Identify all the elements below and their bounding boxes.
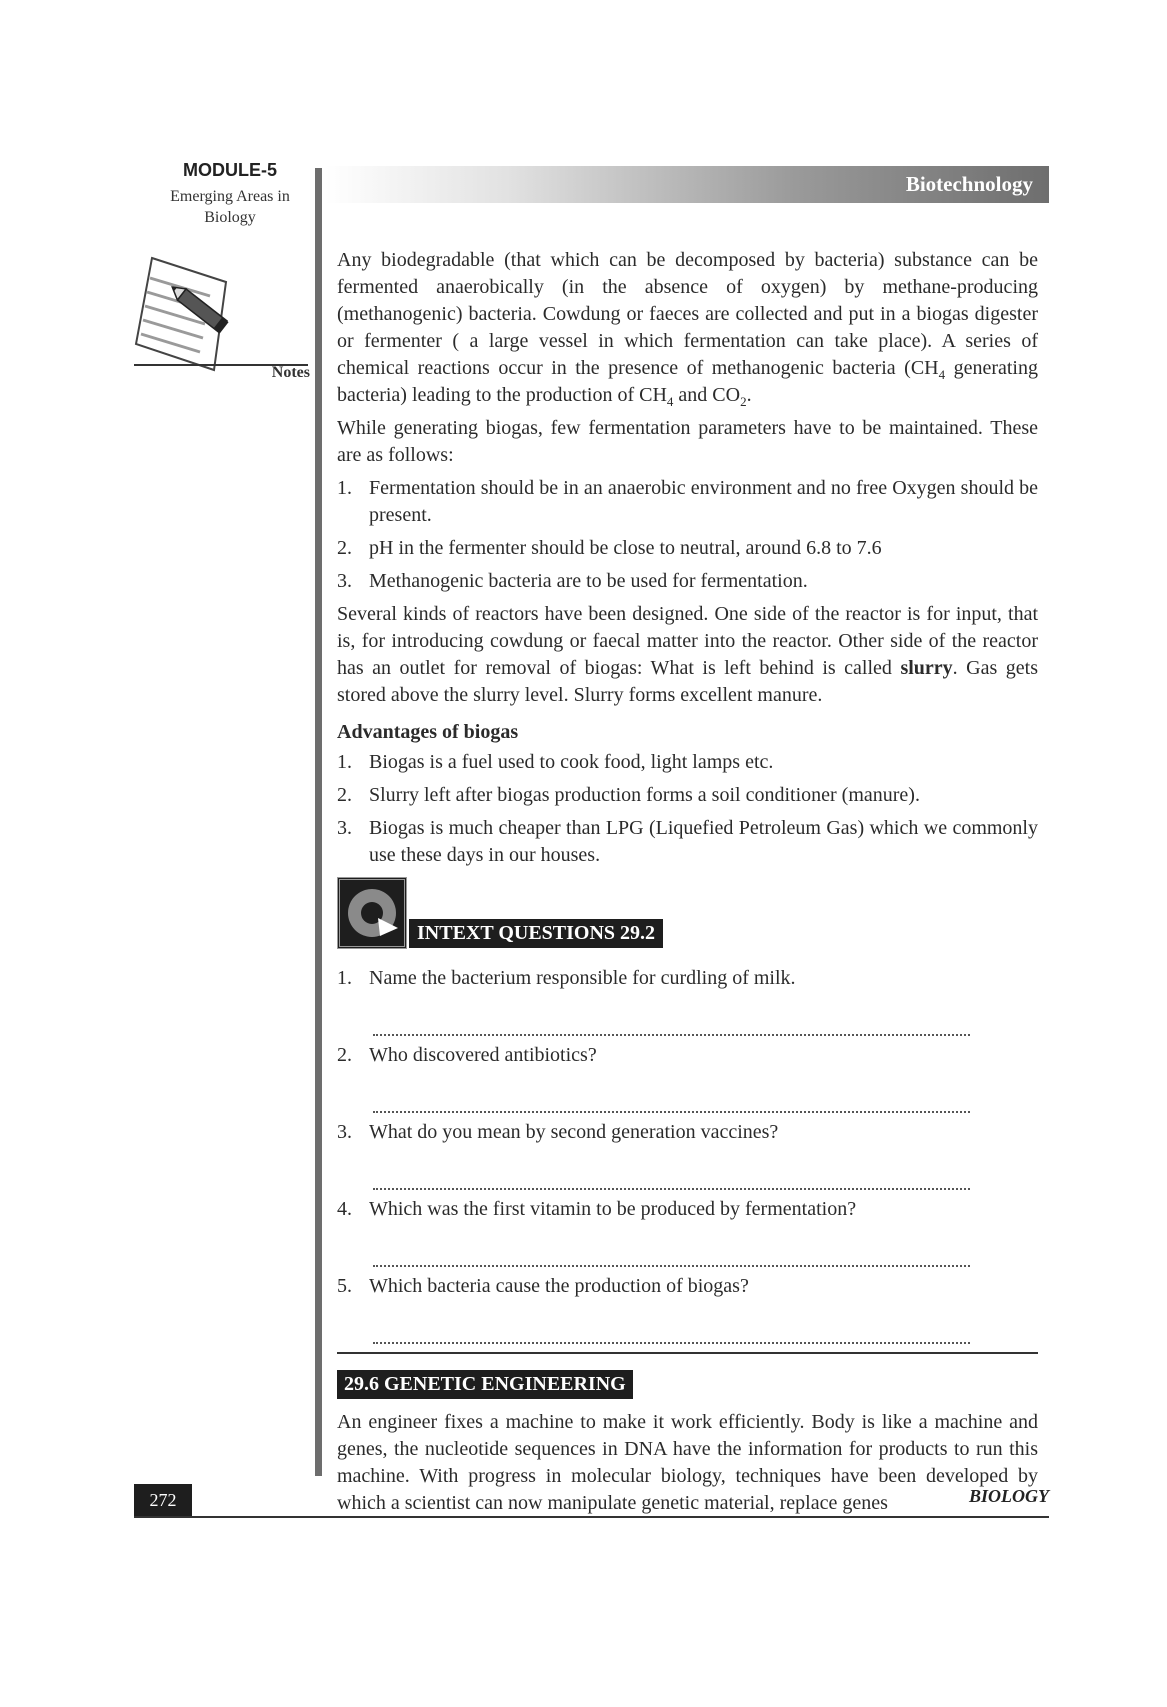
page-number: 272	[134, 1484, 192, 1516]
intext-questions-title: INTEXT QUESTIONS 29.2	[409, 919, 663, 948]
notes-pencil-icon	[130, 252, 240, 377]
list-item: 3. Biogas is much cheaper than LPG (Liquefied Petroleum Gas) which we commonly use these days in our houses.	[337, 817, 1038, 866]
footer-rule	[134, 1516, 1049, 1518]
paragraph-genetic-engineering: An engineer fixes a machine to make it work efficiently. Body is like a machine and genes, the nucleotide sequences in DNA have the information for products to run this machine. With progress in molecular biology, techniques have been developed by which a scientist can now manipulate genetic material, replace genes	[337, 1411, 1038, 1514]
answer-line[interactable]	[373, 1231, 970, 1267]
list-item: 2. Slurry left after biogas production forms a soil conditioner (manure).	[337, 784, 920, 806]
questions-divider	[337, 1352, 1038, 1354]
parameters-list	[337, 475, 1038, 595]
question-item: 4. Which was the first vitamin to be produced by fermentation?	[337, 1198, 857, 1220]
module-title: MODULE-5	[183, 160, 277, 180]
answer-line[interactable]	[373, 1308, 970, 1344]
list-item: 1. Fermentation should be in an anaerobic environment and no free Oxygen should be present.	[337, 477, 1038, 526]
chapter-header	[325, 166, 1049, 203]
question-item: 5. Which bacteria cause the production of biogas?	[337, 1275, 749, 1297]
question-item: 2. Who discovered antibiotics?	[337, 1044, 597, 1066]
section-title: 29.6 GENETIC ENGINEERING	[337, 1370, 633, 1399]
intext-questions-header	[337, 877, 1038, 957]
advantages-heading: Advantages of biogas	[337, 721, 519, 743]
list-item: 3. Methanogenic bacteria are to be used for fermentation.	[337, 570, 808, 592]
notes-label: Notes	[271, 364, 310, 381]
main-content	[337, 247, 1038, 1523]
answer-line[interactable]	[373, 1000, 970, 1036]
advantages-list	[337, 749, 1038, 869]
list-item: 1. Biogas is a fuel used to cook food, light lamps etc.	[337, 751, 774, 773]
question-item: 1. Name the bacterium responsible for curdling of milk.	[337, 967, 796, 989]
chapter-title: Biotechnology	[905, 172, 1033, 196]
paragraph-parameters: While generating biogas, few fermentation parameters have to be maintained. These are as follows:	[337, 417, 1038, 466]
question-icon	[337, 877, 407, 949]
answer-line[interactable]	[373, 1077, 970, 1113]
questions-list	[337, 965, 1038, 1344]
list-item: 2. pH in the fermenter should be close to neutral, around 6.8 to 7.6	[337, 537, 882, 559]
paragraph-biogas-intro: Any biodegradable (that which can be decomposed by bacteria) substance can be fermented anaerobically (in the absence of oxygen) by methane-producing (methanogenic) bacteria. Cowdung or faeces are collected and put in a biogas digester or fermenter ( a large vessel in which fermentation can take place). A series of chemical reactions occur in the presence of methanogenic bacteria ($CH_4$ generating bacteria) leading to the production of $CH_4$ and $CO_2$.	[337, 249, 1038, 409]
module-subtitle: Emerging Areas in Biology	[170, 188, 290, 226]
footer-label: BIOLOGY	[969, 1486, 1049, 1506]
content-margin-bar	[315, 168, 322, 1476]
paragraph-reactors: Several kinds of reactors have been designed. One side of the reactor is for input, that is, for introducing cowdung or faecal matter into the reactor. Other side of the reactor has an outlet for removal of biogas: What is left behind is called slurry. Gas gets stored above the slurry level. Slurry forms excellent manure.	[337, 603, 1038, 706]
question-item: 3. What do you mean by second generation vaccines?	[337, 1121, 779, 1143]
answer-line[interactable]	[373, 1154, 970, 1190]
